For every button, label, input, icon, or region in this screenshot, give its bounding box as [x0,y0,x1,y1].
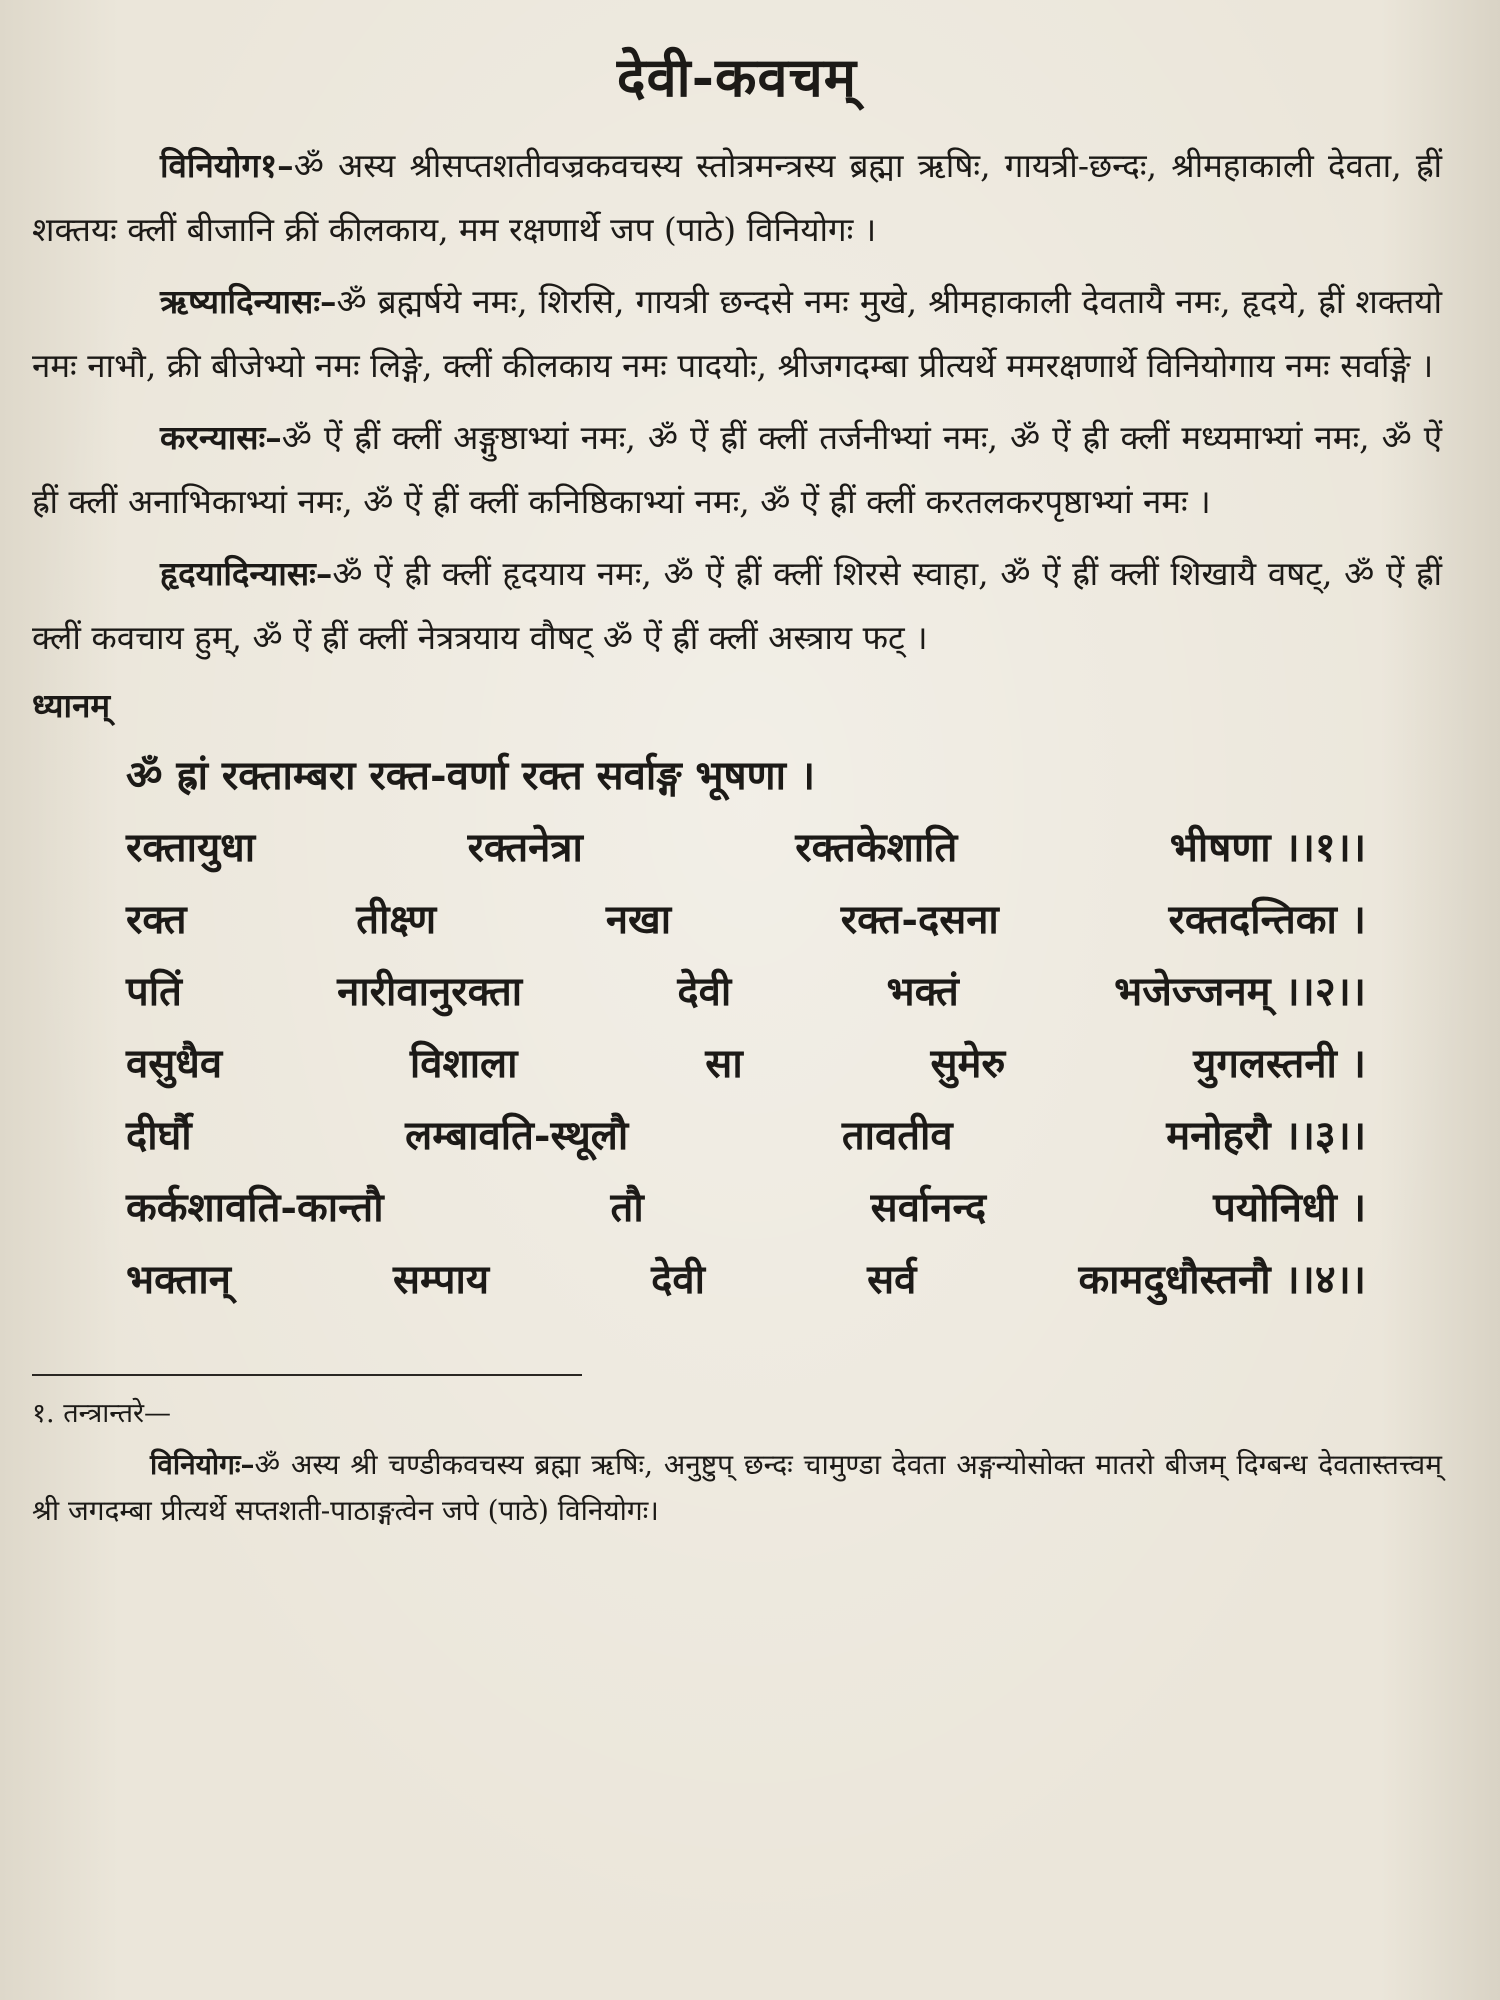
karanyasa-heading: करन्यासः– [160,418,282,457]
footnote-paragraph [32,1442,1442,1534]
verse-word: विशाला [409,1040,518,1087]
verse-line [126,1172,1366,1244]
verse-word: देवी [651,1256,706,1303]
verse-line [126,956,1366,1028]
verse-word: लम्बावति-स्थूलौ [405,1112,629,1159]
karanyasa-text: ॐ ऐं ह्रीं क्लीं अङ्गुष्ठाभ्यां नमः, ॐ ऐं ह्रीं क्लीं तर्जनीभ्यां नमः, ॐ ऐं ह्री क्लीं मध्यमाभ्यां नमः, ॐ ऐं ह्रीं क्लीं अनाभिकाभ्यां नमः, ॐ ऐं ह्रीं क्लीं कनिष्ठिकाभ्यां नमः, ॐ ऐं ह्रीं क्लीं करतलकरपृष्ठाभ्यां नमः । [32,418,1442,521]
hridayadinyasa-paragraph [32,542,1442,670]
verse-word: वसुधैव [126,1040,223,1087]
page-title: देवी-कवचम् [616,45,858,109]
verse-word: रक्तनेत्रा [467,824,583,871]
verse-word: रक्तकेशाति [795,824,958,871]
verse-line [126,1100,1366,1172]
verse-word: मनोहरौ ।।३।। [1166,1112,1366,1159]
verse-word: पयोनिधी । [1213,1184,1366,1231]
verse-word: भीषणा ।।१।। [1169,824,1366,871]
footnote-text: ॐ अस्य श्री चण्डीकवचस्य ब्रह्मा ऋषिः, अनुष्टुप् छन्दः चामुण्डा देवता अङ्गन्योसोक्त मातरो बीजम् दिग्बन्ध देवतास्तत्त्वम् श्री जगदम्बा प्रीत्यर्थे सप्तशती-पाठाङ्गत्वेन जपे (पाठे) विनियोगः। [32,1448,1442,1527]
verse-line [126,1244,1366,1316]
verse-line [126,740,1366,812]
verse-word: नखा [605,896,672,943]
verse-word: भक्तान् [126,1256,231,1303]
verse-word: तीक्ष्ण [356,896,437,943]
dhyanam-verses [126,740,1366,1316]
verse-word: दीर्घौ [126,1112,192,1159]
verse-word: भजेज्जनम् ।।२।। [1114,968,1366,1015]
verse-word: भक्तं [886,968,959,1015]
footnote-viniyoga-heading: विनियोगः– [150,1448,255,1481]
verse-word: नारीवानुरक्ता [337,968,523,1015]
verse-word: ॐ ह्रां रक्ताम्बरा रक्त-वर्णा रक्त सर्वाङ्ग भूषणा । [126,752,816,799]
verse-word: सर्वानन्द [870,1184,987,1231]
verse-line [126,812,1366,884]
viniyoga-paragraph [32,134,1442,262]
verse-word: कामदुधौस्तनौ ।।४।। [1078,1256,1366,1303]
rishyadinyasa-text: ॐ ब्रह्मर्षये नमः, शिरसि, गायत्री छन्दसे नमः मुखे, श्रीमहाकाली देवतायै नमः, हृदये, ह्रीं शक्तयो नमः नाभौ, क्री बीजेभ्यो नमः लिङ्गे, क्लीं कीलकाय नमः पादयोः, श्रीजगदम्बा प्रीत्यर्थे ममरक्षणार्थे विनियोगाय नमः सर्वाङ्गे । [32,282,1442,385]
viniyoga-text: ॐ अस्य श्रीसप्तशतीवज्रकवचस्य स्तोत्रमन्त्रस्य ब्रह्मा ऋषिः, गायत्री-छन्दः, श्रीमहाकाली देवता, ह्रीं शक्तयः क्लीं बीजानि क्रीं कीलकाय, मम रक्षणार्थे जप (पाठे) विनियोगः । [32,146,1442,249]
verse-word: कर्कशावति-कान्तौ [126,1184,384,1231]
verse-word: पतिं [126,968,182,1015]
verse-word: सर्व [867,1256,917,1303]
verse-word: सम्पाय [393,1256,490,1303]
verse-word: रक्त [126,896,187,943]
footnote-divider [32,1374,582,1376]
verse-word: सुमेरु [930,1040,1006,1087]
rishyadinyasa-heading: ऋष्यादिन्यासः– [160,282,337,321]
verse-word: युगलस्तनी । [1193,1040,1366,1087]
footnote-label: १. तन्त्रान्तरे— [32,1398,172,1429]
page-content [32,28,1442,1534]
verse-word: रक्तदन्तिका । [1168,896,1366,943]
verse-word: सा [705,1040,743,1087]
rishyadinyasa-paragraph [32,270,1442,398]
verse-word: रक्तायुधा [126,824,256,871]
viniyoga-heading: विनियोग१– [160,146,294,185]
dhyanam-heading: ध्यानम् [32,686,111,725]
verse-word: देवी [677,968,732,1015]
karanyasa-paragraph [32,406,1442,534]
verse-word: तौ [610,1184,644,1231]
hridayadinyasa-text: ॐ ऐं ह्री क्लीं हृदयाय नमः, ॐ ऐं ह्रीं क्लीं शिरसे स्वाहा, ॐ ऐं ह्रीं क्लीं शिखायै वषट्, ॐ ऐं ह्रीं क्लीं कवचाय हुम्, ॐ ऐं ह्रीं क्लीं नेत्रत्रयाय वौषट् ॐ ऐं ह्रीं क्लीं अस्त्राय फट् । [32,554,1442,657]
verse-word: तावतीव [841,1112,953,1159]
verse-line [126,1028,1366,1100]
verse-word: रक्त-दसना [840,896,999,943]
hridayadinyasa-heading: हृदयादिन्यासः– [160,554,333,593]
verse-line [126,884,1366,956]
